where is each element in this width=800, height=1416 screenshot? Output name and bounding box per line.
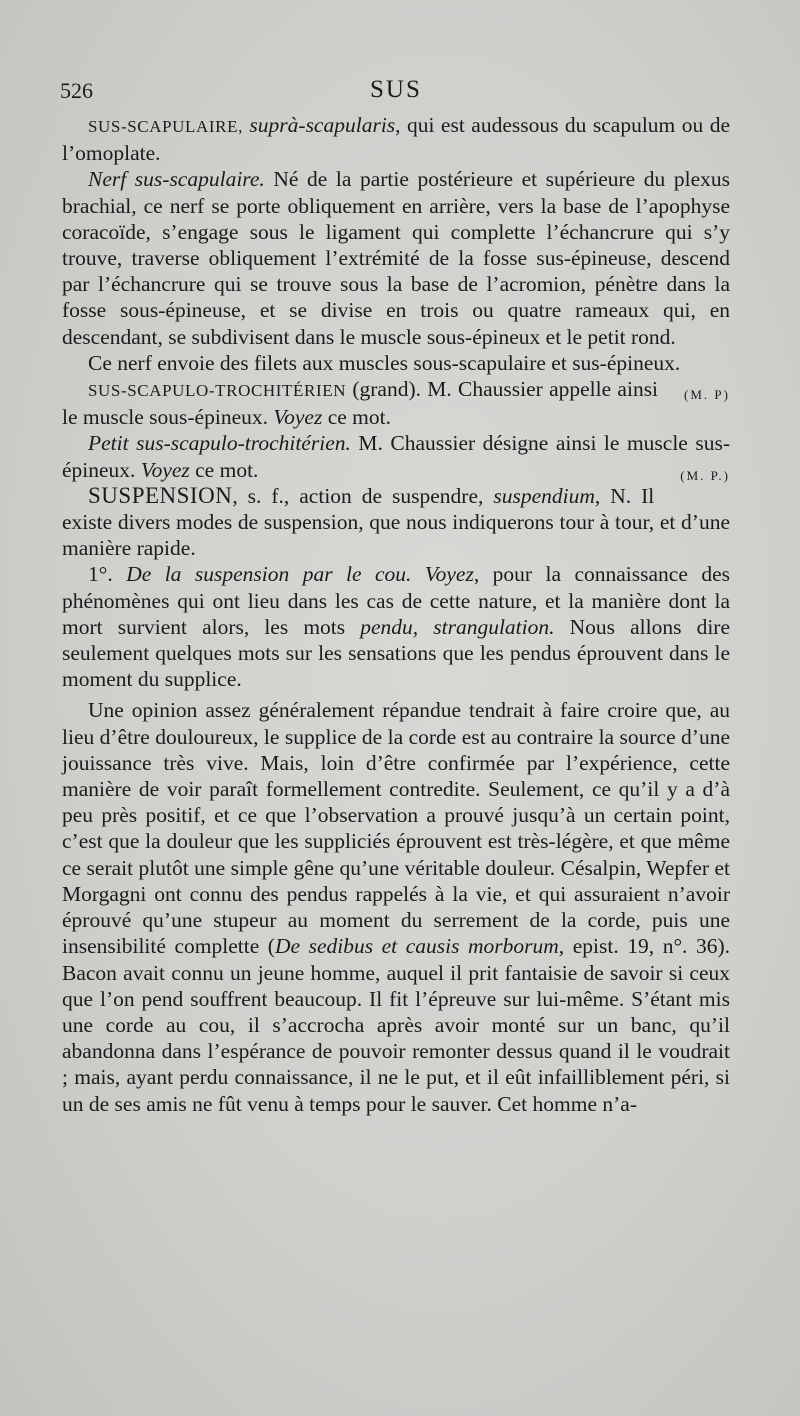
referenced-words: pendu, strangulation.: [360, 614, 555, 639]
latin-term: suprà-scapularis: [249, 113, 396, 137]
latin-term: suspendium: [493, 483, 595, 508]
section-text: , pour la connaissance des phénomènes qui ont lieu dans les cas de cette nature, et la manière dont la mort survient alors, les mots: [62, 562, 730, 639]
entry-text: , qui est audessous du scapulum ou de l’omoplate.: [62, 113, 730, 166]
entry-text-tail: ce mot.: [322, 405, 391, 430]
entry-headword: SUSPENSION: [88, 482, 233, 508]
running-head: SUS: [370, 76, 422, 103]
section-number: 1°.: [88, 562, 113, 587]
page-number: 526: [60, 78, 93, 103]
cross-reference: Voyez: [273, 405, 323, 430]
entry-text: M. Chaussier désigne ainsi le muscle sus-épineux.: [62, 431, 730, 482]
paragraph-text: Une opinion assez généralement répandue tendrait à faire croire que, au lieu d’être douloureux, le supplice de la corde est au contraire la source d’une jouissance très vive. Mais, loin d’être confirmée par l’expérience, cette manière de voir paraît formellement contredite. Seulement, ce qu’il y a d’à peu près positif, et ce que l’observation a prouvé jusqu’à un certain point, c’est que la douleur que les suppliciés éprouvent est très-légère, et que même ce serait plutôt une simple gêne qu’une véritable douleur. Césalpin, Wepfer et Morgagni ont connu des pendus rappelés à la vie, et qui assuraient n’avoir éprouvé qu’une stupeur au moment du serrement de la corde, puis une insensibilité complette (: [62, 698, 730, 959]
entry-headword: SUS-SCAPULAIRE,: [88, 117, 243, 136]
entry-headword: SUS-SCAPULO-TROCHITÉRIEN: [88, 381, 347, 401]
entry-text-continued: , N. Il existe divers modes de suspension, que nous indiquerons tour à tour, et d’une manière rapide.: [62, 483, 730, 561]
author-initials: (M. P): [684, 387, 730, 403]
body-text: [62, 112, 730, 1117]
section-title: De la suspension par le cou.: [126, 562, 412, 587]
entry-headword: Petit sus-scapulo-trochitérien.: [88, 431, 351, 456]
section-suspension-cou: [62, 561, 730, 692]
cross-reference: Voyez: [140, 457, 190, 482]
entry-headword: Nerf sus-scapulaire.: [88, 167, 265, 192]
section-text-continued: Nous allons dire seulement quelques mots sur les sensations que les pendus éprouvent dans le moment du supplice.: [62, 614, 730, 692]
page-header: [60, 74, 730, 110]
entry-suspension: [62, 483, 730, 562]
entry-petit-sus-scapulo: [62, 430, 730, 482]
paragraph-text: Ce nerf envoie des filets aux muscles sous-scapulaire et sus-épineux.: [88, 350, 681, 375]
entry-sus-scapulaire: [62, 112, 730, 166]
paragraph-text-continued: , epist. 19, n°. 36). Bacon avait connu un jeune homme, auquel il prit fantaisie de savoir si ceux que l’on pend souffrent beaucoup. Il fit l’épreuve sur lui-même. S’étant mis une corde au cou, il s’accrocha après avoir monté sur un banc, qu’il abandonna dans l’espérance de pouvoir remonter dessus quand il le voudrait ; mais, ayant perdu connaissance, il ne le put, et il eût infailliblement péri, si un de ses amis ne fût venu à temps pour le sauver. Cet homme n’a-: [62, 934, 730, 1116]
citation-title: De sedibus et causis morborum: [274, 934, 559, 959]
entry-text: (grand). M. Chaussier appelle ainsi le muscle sous-épineux.: [62, 377, 659, 430]
entry-nerf-sus-scapulaire: [62, 166, 730, 349]
entry-sus-scapulo-grand: [62, 376, 730, 430]
cross-reference: Voyez: [424, 562, 474, 587]
paragraph-opinion: [62, 697, 730, 1116]
entry-text: Né de la partie postérieure et supérieure du plexus brachial, ce nerf se porte obliquement en arrière, vers la base de l’apophyse coracoïde, s’engage sous le ligament qui complette l’échancrure qui s’y trouve, traverse obliquement l’extrémité de la fosse sus-épineuse, descend par l’échancrure qui se trouve sous la base de l’acromion, pénètre dans la fosse sous-épineuse, et se divise en trois ou quatre rameaux qui, en descendant, se subdivisent dans le muscle sous-épineux et le petit rond.: [62, 167, 730, 349]
entry-text-tail: ce mot.: [189, 457, 259, 482]
author-initials: (M. P.): [680, 467, 730, 483]
entry-text: , s. f., action de suspendre,: [232, 483, 494, 508]
